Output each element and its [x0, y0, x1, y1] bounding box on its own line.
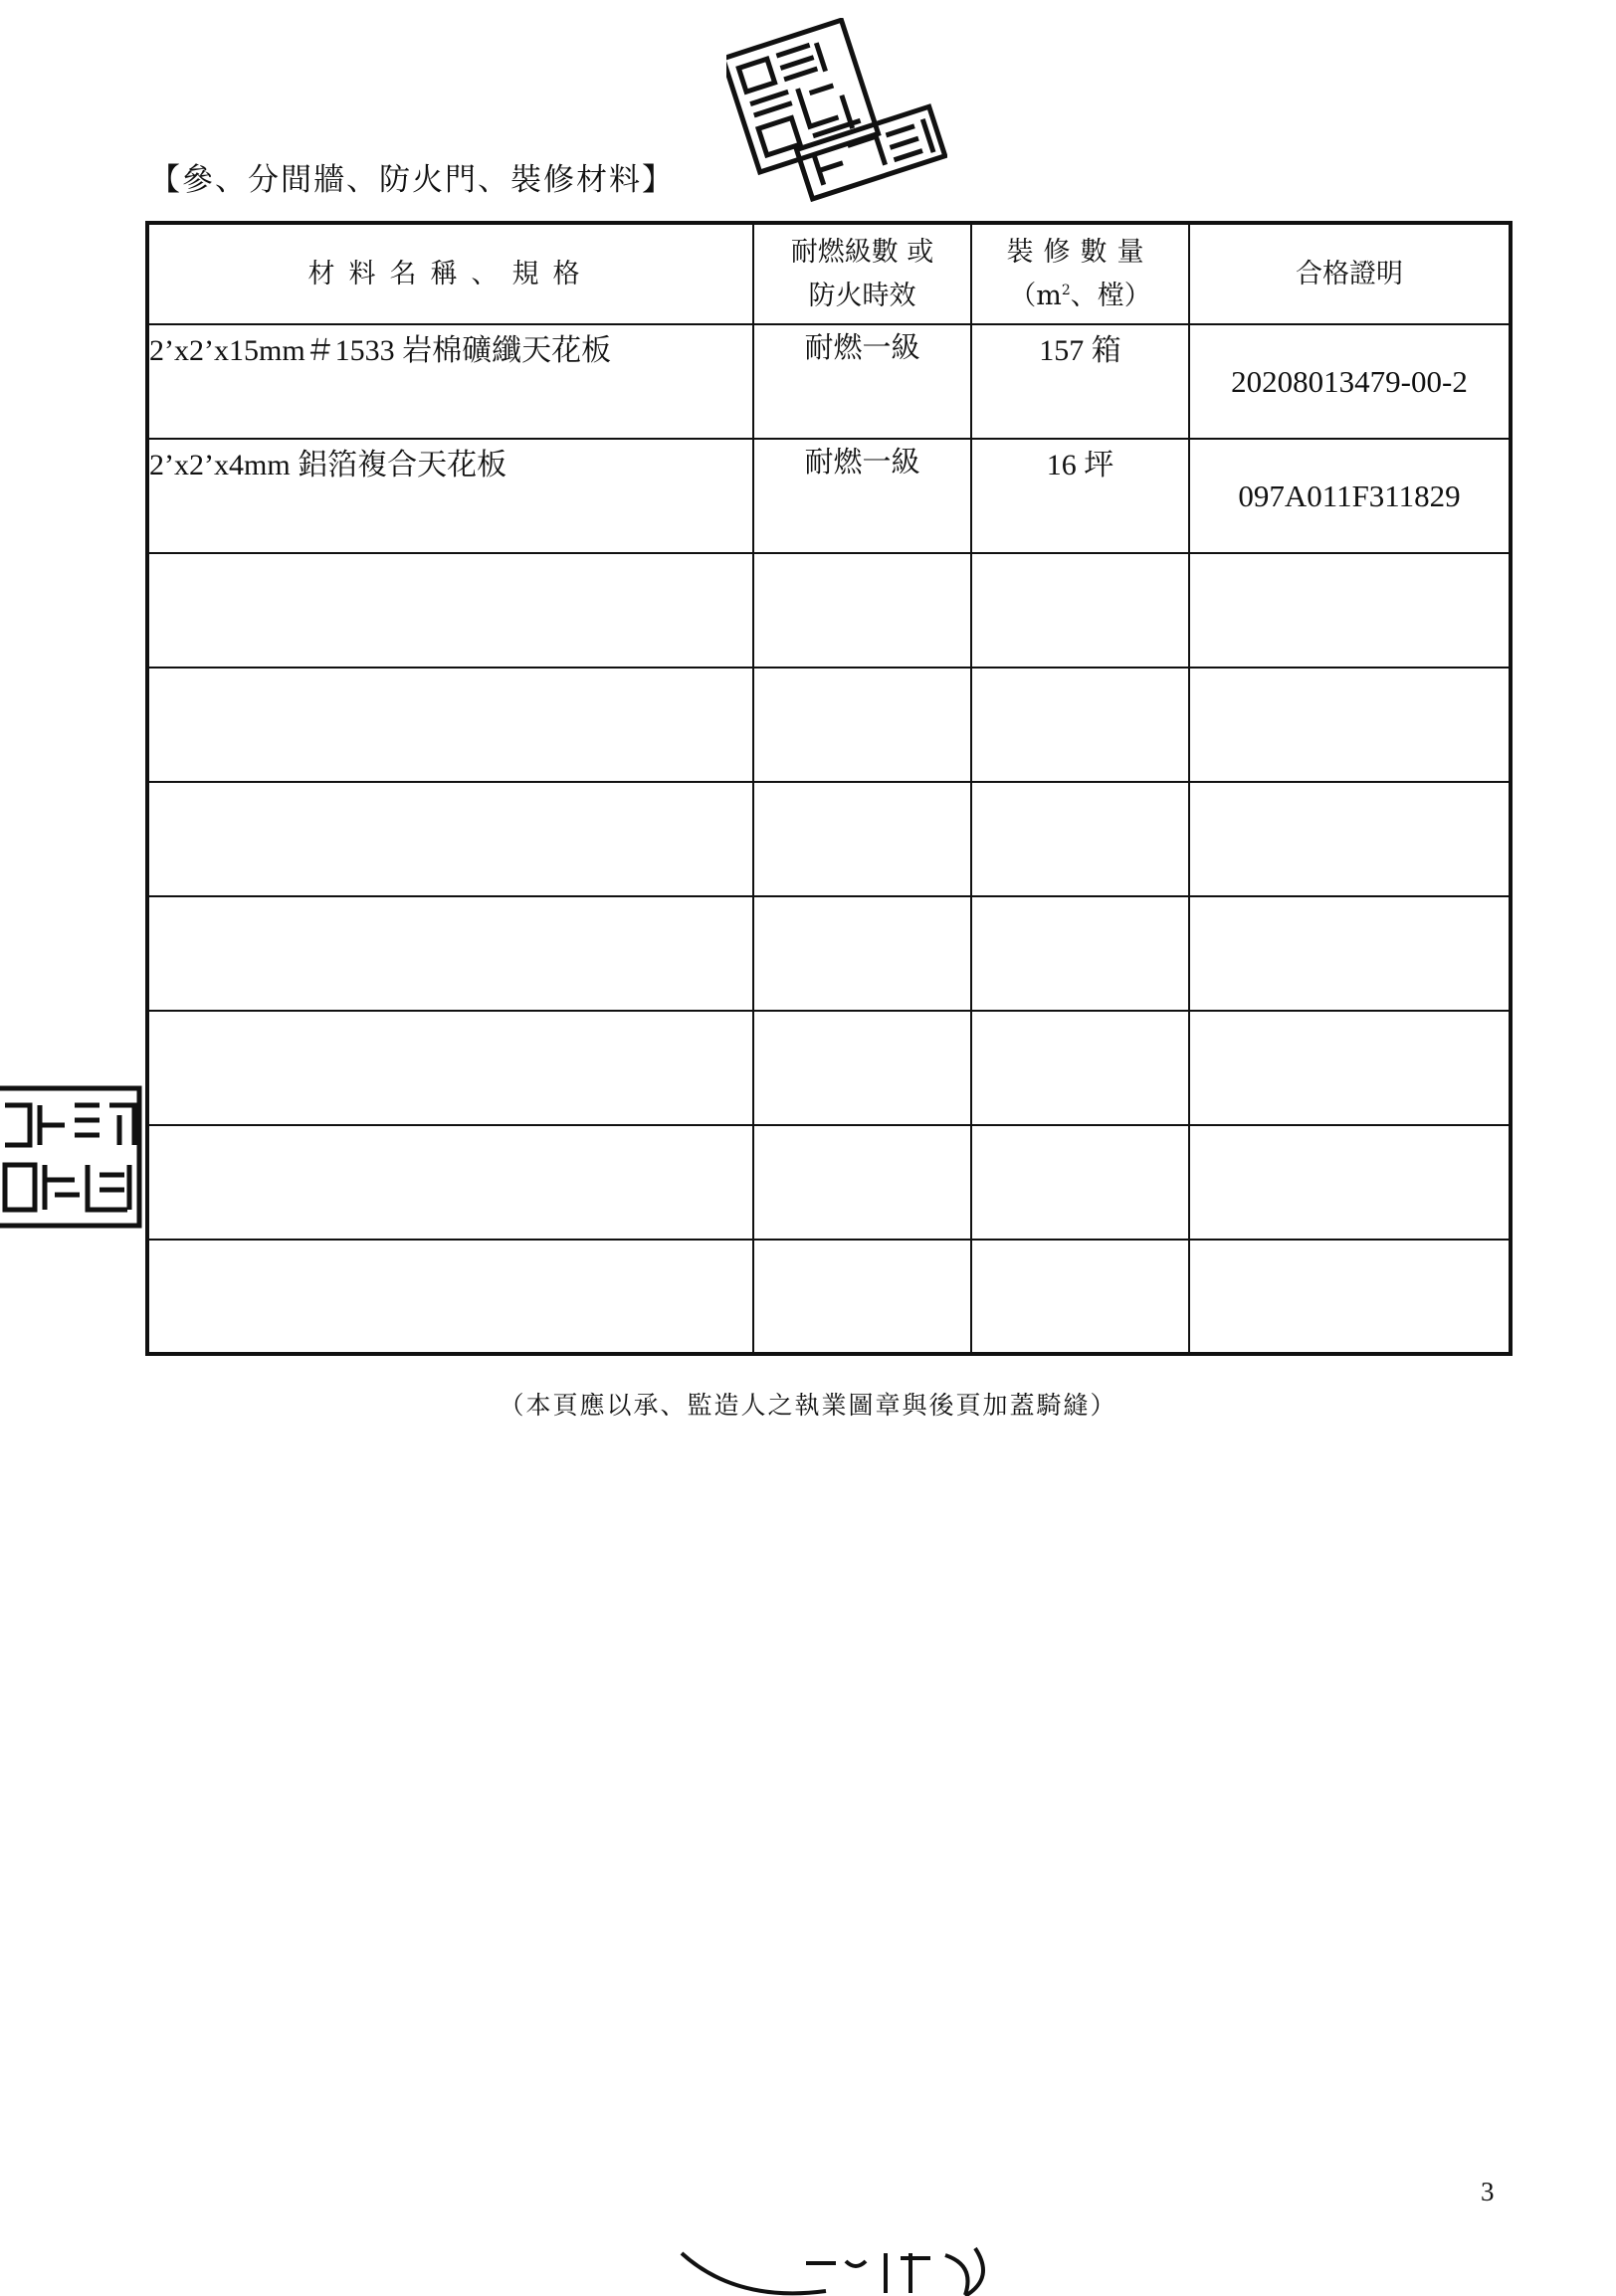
header-quantity — [971, 223, 1189, 324]
table-header-row — [147, 223, 1511, 324]
official-seal-left-icon — [0, 1080, 147, 1234]
header-quantity-line2 — [972, 275, 1188, 317]
empty-cell — [753, 1240, 971, 1354]
header-fire-rating-line1: 耐燃級數 或 — [790, 237, 934, 269]
empty-table-row — [147, 1240, 1511, 1354]
page-number: 3 — [1481, 2177, 1495, 2206]
header-quantity-line1: 裝修數量 — [1006, 237, 1154, 269]
empty-cell — [1189, 668, 1511, 782]
header-quantity-unit-pre: （m — [1009, 280, 1062, 311]
empty-cell — [753, 668, 971, 782]
empty-cell — [753, 553, 971, 668]
empty-cell — [147, 1011, 753, 1125]
section-title: 【參、分間牆、防火門、裝修材料】 — [149, 162, 675, 198]
empty-cell — [753, 1011, 971, 1125]
empty-cell — [753, 1125, 971, 1240]
empty-cell — [1189, 896, 1511, 1011]
empty-cell — [1189, 1011, 1511, 1125]
empty-cell — [971, 782, 1189, 896]
table-row — [147, 439, 1511, 553]
header-material-name: 材料名稱、規格 — [147, 223, 753, 324]
empty-cell — [971, 1125, 1189, 1240]
empty-table-row — [147, 782, 1511, 896]
material-name-cell: 2’x2’x15mm＃1533 岩棉礦纖天花板 — [147, 324, 753, 439]
empty-cell — [147, 1240, 753, 1354]
empty-cell — [147, 896, 753, 1011]
header-quantity-unit-sup: 2 — [1061, 282, 1071, 298]
empty-cell — [1189, 782, 1511, 896]
header-certificate: 合格證明 — [1189, 223, 1511, 324]
empty-table-row — [147, 553, 1511, 668]
fire-rating-cell: 耐燃一級 — [753, 439, 971, 553]
empty-cell — [971, 1240, 1189, 1354]
empty-cell — [147, 553, 753, 668]
certificate-cell: 20208013479-00-2 — [1189, 324, 1511, 439]
header-fire-rating — [753, 223, 971, 324]
materials-table — [145, 221, 1513, 1356]
empty-cell — [971, 896, 1189, 1011]
empty-cell — [971, 553, 1189, 668]
empty-cell — [753, 896, 971, 1011]
table-row — [147, 324, 1511, 439]
empty-cell — [971, 1011, 1189, 1125]
quantity-cell: 16 坪 — [971, 439, 1189, 553]
official-seal-stamp-icon — [726, 18, 947, 202]
empty-table-row — [147, 896, 1511, 1011]
empty-cell — [147, 668, 753, 782]
empty-cell — [147, 1125, 753, 1240]
empty-cell — [1189, 1240, 1511, 1354]
empty-cell — [1189, 1125, 1511, 1240]
footer-note: （本頁應以承、監造人之執業圖章與後頁加蓋騎縫） — [499, 1391, 1117, 1420]
empty-cell — [1189, 553, 1511, 668]
empty-table-row — [147, 668, 1511, 782]
empty-cell — [147, 782, 753, 896]
empty-table-row — [147, 1125, 1511, 1240]
header-quantity-unit-post: 、樘） — [1070, 280, 1151, 311]
official-seal-bottom-icon — [677, 2243, 1035, 2296]
empty-table-row — [147, 1011, 1511, 1125]
fire-rating-cell: 耐燃一級 — [753, 324, 971, 439]
empty-cell — [971, 668, 1189, 782]
material-name-cell: 2’x2’x4mm 鋁箔複合天花板 — [147, 439, 753, 553]
quantity-cell: 157 箱 — [971, 324, 1189, 439]
certificate-cell: 097A011F311829 — [1189, 439, 1511, 553]
empty-cell — [753, 782, 971, 896]
header-fire-rating-line2: 防火時效 — [808, 280, 916, 311]
